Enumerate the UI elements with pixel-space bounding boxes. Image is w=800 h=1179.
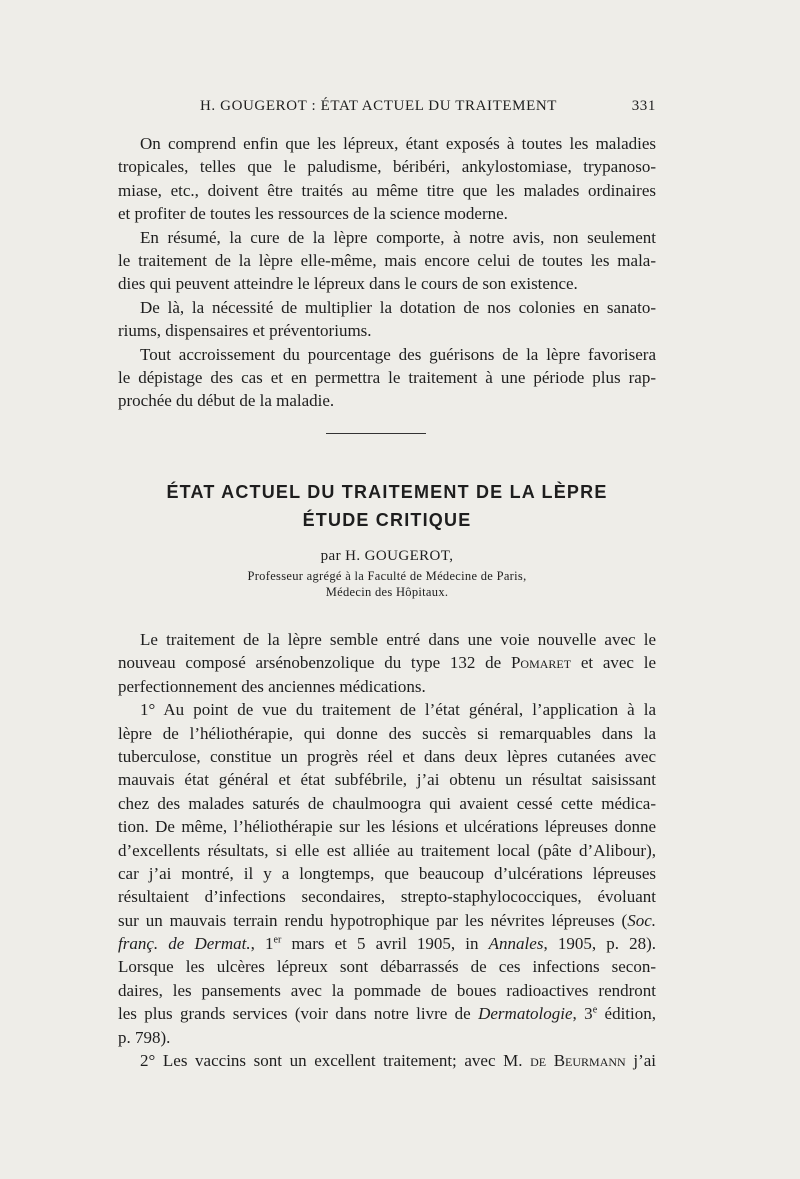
text-line: dies qui peuvent atteindre le lépreux dans le cours de son existence. bbox=[118, 274, 578, 294]
text-line: riums, dispensaires et préventoriums. bbox=[118, 321, 372, 341]
article-body bbox=[118, 628, 656, 1072]
author-name: de Beurmann bbox=[530, 1051, 626, 1071]
text-line: sur un mauvais terrain rendu hypotrophique par les névrites lépreuses (Soc. bbox=[118, 910, 656, 930]
page-number: 331 bbox=[631, 98, 656, 114]
intro-paragraphs bbox=[118, 132, 656, 413]
text-line: d’excellents résultats, si elle est alliée au traitement local (pâte d’Alibour), bbox=[118, 840, 656, 860]
citation-journal: Soc. bbox=[627, 910, 656, 930]
text-line: tion. De même, l’héliothérapie sur les lésions et ulcérations lépreuses donne bbox=[118, 817, 656, 837]
text-line: tuberculose, constitue un progrès réel et dans deux lèpres cutanées avec bbox=[118, 746, 656, 766]
text-line: daires, les pansements avec la pommade de boues radioactives rendront bbox=[118, 980, 656, 1000]
citation-journal: Annales bbox=[488, 934, 544, 954]
author-affiliation: Médecin des Hôpitaux. bbox=[325, 585, 449, 599]
text-line: chez des malades saturés de chaulmoogra qui avaient cessé cette médica- bbox=[118, 793, 656, 813]
text-line: Lorsque les ulcères lépreux sont débarrassés de ces infections secon- bbox=[118, 957, 656, 977]
author-name: Pomaret bbox=[510, 653, 572, 673]
text-line: et profiter de toutes les ressources de la science moderne. bbox=[118, 204, 508, 224]
text-line: perfectionnement des anciennes médications. bbox=[118, 676, 426, 696]
text-line: car j’ai montré, il y a longtemps, que beaucoup d’ulcérations lépreuses bbox=[118, 863, 656, 883]
book-title: Dermatologie bbox=[478, 1004, 573, 1024]
author-byline: par H. GOUGEROT, bbox=[320, 548, 454, 564]
text-line: les plus grands services (voir dans notre livre de Dermatologie, 3e édition, bbox=[118, 1004, 656, 1024]
text-line: 2° Les vaccins sont un excellent traitement; avec M. de Beurmann j’ai bbox=[140, 1051, 656, 1071]
text-line: franç. de Dermat., 1er mars et 5 avril 1905, in Annales, 1905, p. 28). bbox=[118, 934, 657, 954]
text-line: Le traitement de la lèpre semble entré dans une voie nouvelle avec le bbox=[140, 630, 656, 649]
text-line: p. 798). bbox=[118, 1027, 171, 1047]
text-line: Tout accroissement du pourcentage des guérisons de la lèpre favorisera bbox=[140, 344, 656, 364]
text-line: tropicales, telles que le paludisme, béribéri, ankylostomiase, trypanoso- bbox=[118, 157, 656, 177]
citation-journal: franç. de Dermat. bbox=[118, 934, 251, 954]
text-line: De là, la nécessité de multiplier la dotation de nos colonies en sanato- bbox=[140, 297, 656, 317]
section-divider bbox=[326, 433, 426, 434]
author-affiliation: Professeur agrégé à la Faculté de Médecine de Paris, bbox=[247, 569, 527, 583]
text-line: mauvais état général et état subfébrile, j’ai obtenu un résultat saisissant bbox=[118, 770, 656, 790]
text-line: nouveau composé arsénobenzolique du type 132 de Pomaret et avec le bbox=[118, 653, 656, 673]
article-title: ÉTAT ACTUEL DU TRAITEMENT DE LA LÈPRE bbox=[166, 482, 608, 502]
article-subtitle: ÉTUDE CRITIQUE bbox=[302, 510, 472, 530]
running-title: H. GOUGEROT : ÉTAT ACTUEL DU TRAITEMENT bbox=[200, 98, 558, 114]
text-line: résultaient d’infections secondaires, strepto-staphylococciques, évoluant bbox=[118, 887, 656, 907]
text-line: le traitement de la lèpre elle-même, mais encore celui de toutes les mala- bbox=[118, 250, 656, 270]
text-line: miase, etc., doivent être traités au même titre que les malades ordinaires bbox=[118, 180, 656, 200]
text-line: 1° Au point de vue du traitement de l’état général, l’application à la bbox=[140, 700, 656, 720]
text-line: le dépistage des cas et en permettra le traitement à une période plus rap- bbox=[118, 367, 656, 387]
text-line: prochée du début de la maladie. bbox=[118, 391, 335, 411]
text-line: En résumé, la cure de la lèpre comporte, à notre avis, non seulement bbox=[140, 227, 656, 247]
text-line: lèpre de l’héliothérapie, qui donne des succès si remarquables dans la bbox=[118, 723, 656, 743]
text-line: On comprend enfin que les lépreux, étant exposés à toutes les maladies bbox=[140, 134, 656, 153]
